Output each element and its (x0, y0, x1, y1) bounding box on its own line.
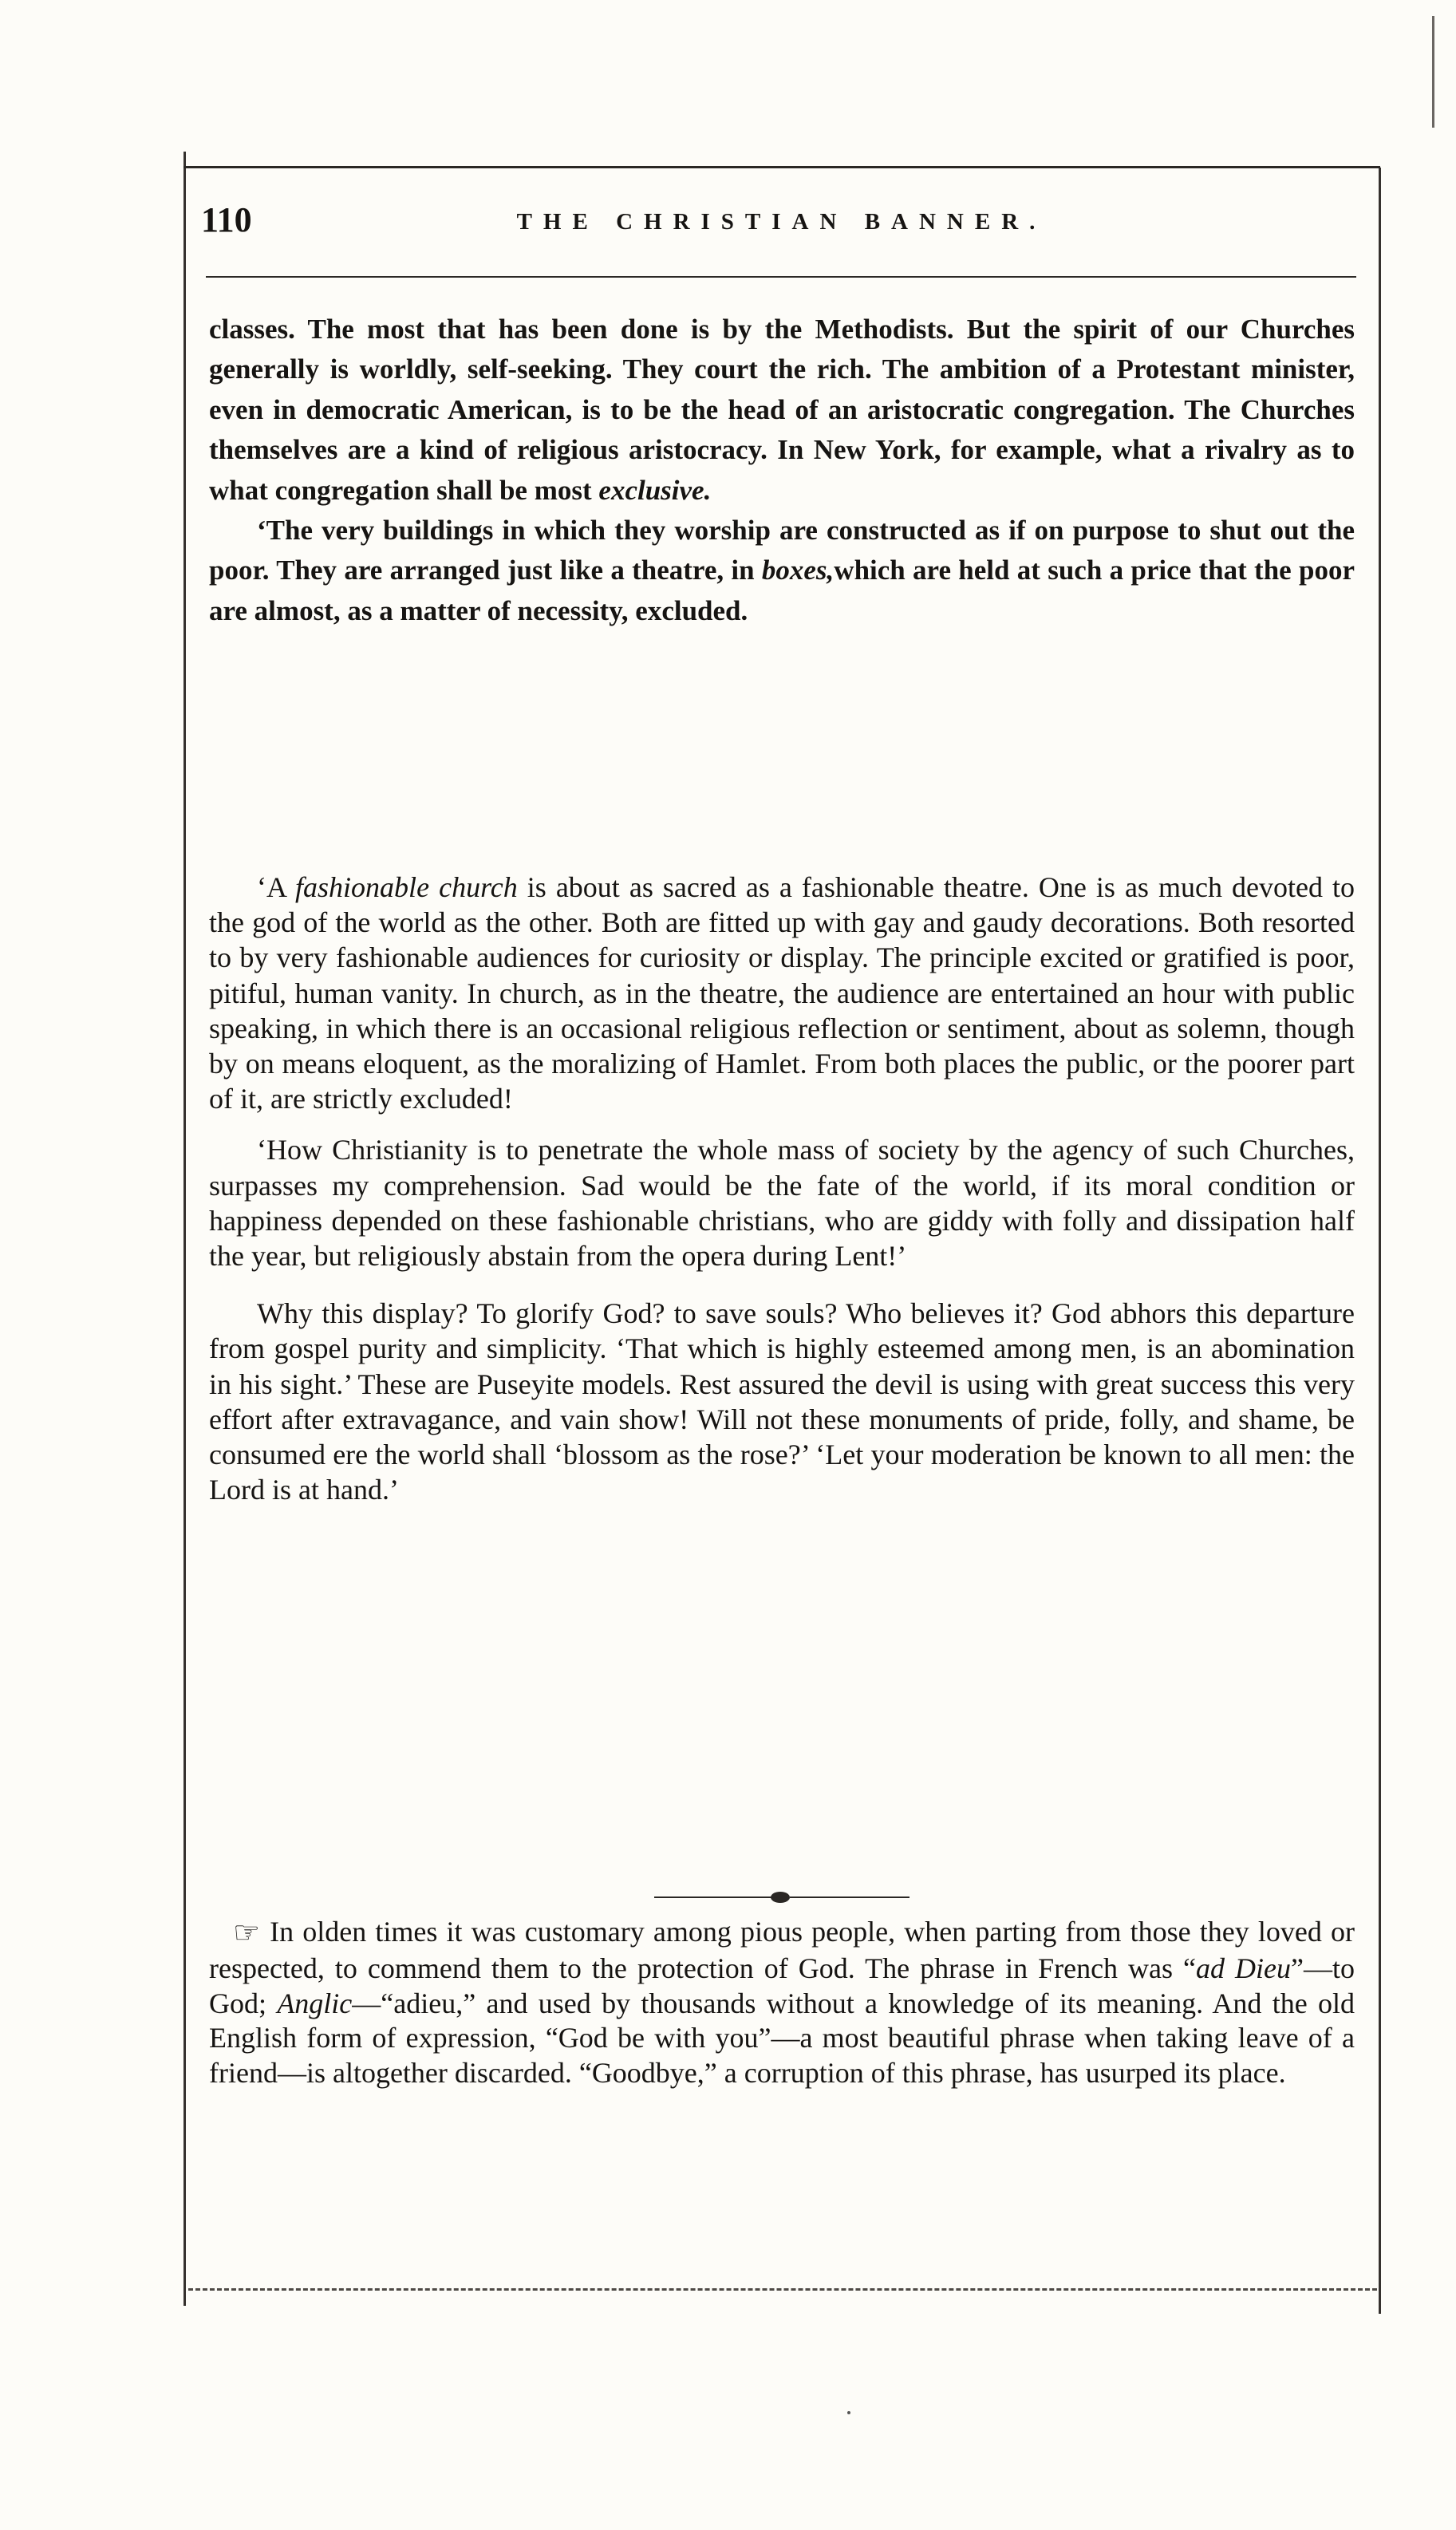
body-text-bold-block (209, 310, 1355, 631)
page-edge-mark (1432, 16, 1434, 128)
header-rule (206, 276, 1356, 278)
divider-line-right (790, 1897, 910, 1898)
paragraph-3-open: ‘A (257, 871, 286, 903)
note-italic-1: ad Dieu (1196, 1952, 1291, 1984)
divider-line-left (654, 1897, 774, 1898)
paragraph-4 (209, 1132, 1355, 1273)
paragraph-5 (209, 1296, 1355, 1507)
pointing-hand-icon: ☞ (233, 1916, 261, 1950)
paragraph-1 (209, 310, 1355, 511)
left-border-rule (183, 152, 186, 2306)
bottom-frame-rule (188, 2288, 1377, 2291)
page-header (201, 199, 1362, 247)
right-border-rule (1379, 168, 1381, 2314)
note-text-2: ”—to God; (209, 1952, 1355, 2019)
paragraph-3 (209, 870, 1355, 1116)
paragraph-3-text: is about as sacred as a fashionable theatre. One is as much devoted to the god of the world as the other. Both are fitted up with gay and gaudy decorations. Both resorted to by very fashionable audiences for curiosity or display. The principle excited or gratified is poor, pitiful, human vanity. In church, as in the theatre, the audience are entertained an hour with public speaking, in which there is an occasional religious reflection or sentiment, about as solemn, though by on means eloquent, as the moralizing of Hamlet. From both places the public, or the poorer part of it, are strictly excluded! (209, 871, 1355, 1115)
body-text-block (209, 870, 1355, 1507)
print-speck (847, 2411, 850, 2414)
paragraph-4-text: ‘How Christianity is to penetrate the whole mass of society by the agency of such Churches, surpasses my comprehension. Sad would be the fate of the world, if its moral condition or happiness depended on these fashionable christians, who are giddy with folly and dissipation half the year, but religiously abstain from the opera during Lent!’ (209, 1134, 1355, 1273)
paragraph-2-rest: which are held at such a price that the poor are almost, as a matter of necessity, excluded. (209, 555, 1355, 626)
paragraph-2-text: ‘The very buildings in which they worship are constructed as if on purpose to shut out the poor. They are arranged just like a theatre, in (209, 515, 1355, 586)
note-text-1: In olden times it was customary among pious people, when parting from those they loved or respected, to commend them to the protection of God. The phrase in French was “ (209, 1916, 1355, 1984)
paragraph-1-italic: exclusive. (598, 474, 712, 506)
paragraph-2 (209, 511, 1355, 631)
section-divider (630, 1889, 933, 1908)
note-italic-2: Anglic (277, 1987, 353, 2019)
note-text-3: —“adieu,” and used by thousands without a knowledge of its meaning. And the old English form of expression, “God be with you”—a most beautiful phrase when taking leave of a friend—is altogether discarded. “Goodbye,” a corruption of this phrase, has usurped its place. (209, 1987, 1355, 2090)
divider-ornament (771, 1892, 790, 1903)
page-number: 110 (201, 200, 252, 239)
running-title: THE CHRISTIAN BANNER. (516, 209, 1047, 235)
note-paragraph (209, 1915, 1355, 2091)
paragraph-2-italic: boxes, (761, 555, 835, 586)
paragraph-5-text: Why this display? To glorify God? to save souls? Who believes it? God abhors this departure from gospel purity and simplicity. ‘That which is highly esteemed among men, is an abomination in his sight.’ These are Puseyite models. Rest assured the devil is using with great success this very effort after extravagance, and vain show! Will not these monuments of pride, folly, and shame, be consumed ere the world shall ‘blossom as the rose?’ ‘Let your moderation be known to all men: the Lord is at hand.’ (209, 1297, 1355, 1506)
top-frame-rule (183, 166, 1380, 168)
paragraph-3-italic: fashionable church (295, 871, 518, 903)
paragraph-1-text: classes. The most that has been done is by the Methodists. But the spirit of our Churches generally is worldly, self-seeking. They court the rich. The ambition of a Protestant minister, even in democratic American, is to be the head of an aristocratic congregation. The Churches themselves are a kind of religious aristocracy. In New York, for example, what a rivalry as to what congregation shall be most (209, 314, 1355, 506)
